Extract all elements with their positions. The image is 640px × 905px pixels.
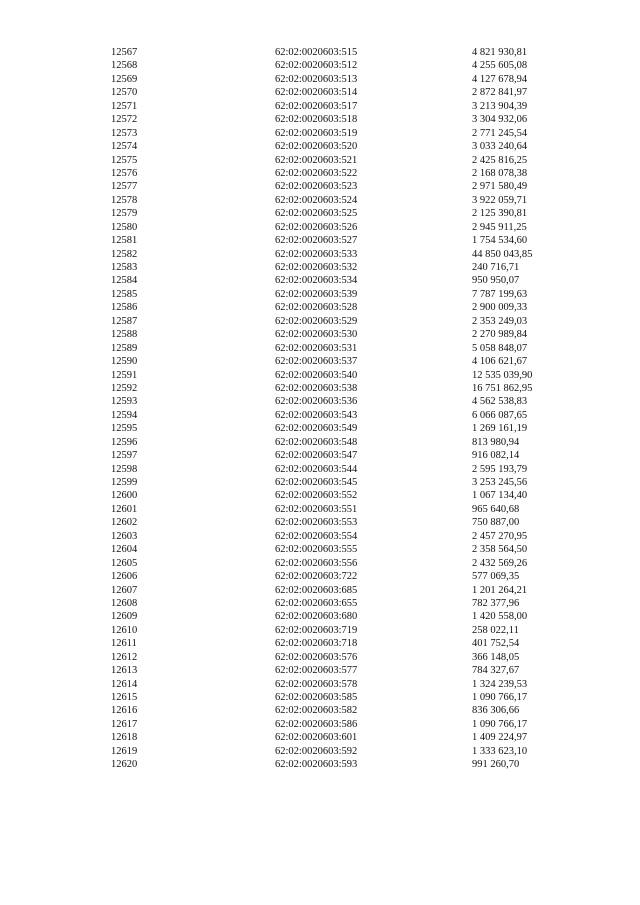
row-number: 12613 xyxy=(111,665,138,677)
table-row xyxy=(0,167,640,180)
row-number: 12581 xyxy=(111,235,138,247)
row-number: 12616 xyxy=(111,705,138,717)
cadastral-number: 62:02:0020603:592 xyxy=(275,745,358,757)
cadastral-number: 62:02:0020603:536 xyxy=(275,396,358,408)
table-row xyxy=(0,651,640,664)
cadastral-value: 2 358 564,50 xyxy=(472,544,528,556)
table-row xyxy=(0,180,640,193)
table-row xyxy=(0,59,640,72)
row-number: 12580 xyxy=(111,221,138,233)
cadastral-value: 2 771 245,54 xyxy=(472,127,528,139)
table-row xyxy=(0,342,640,355)
cadastral-number: 62:02:0020603:527 xyxy=(275,235,358,247)
cadastral-value: 3 213 904,39 xyxy=(472,100,528,112)
cadastral-number: 62:02:0020603:552 xyxy=(275,490,358,502)
row-number: 12612 xyxy=(111,651,138,663)
cadastral-number: 62:02:0020603:554 xyxy=(275,530,358,542)
cadastral-value: 1 269 161,19 xyxy=(472,423,528,435)
cadastral-number: 62:02:0020603:515 xyxy=(275,47,358,58)
cadastral-value: 2 945 911,25 xyxy=(472,221,527,233)
cadastral-value: 2 595 193,79 xyxy=(472,463,528,475)
cadastral-value: 577 069,35 xyxy=(472,571,520,583)
table-row xyxy=(0,395,640,408)
row-number: 12609 xyxy=(111,611,138,623)
row-number: 12579 xyxy=(111,208,138,220)
row-number: 12603 xyxy=(111,530,138,542)
table-row xyxy=(0,194,640,207)
cadastral-number: 62:02:0020603:582 xyxy=(275,705,358,717)
row-number: 12588 xyxy=(111,329,138,341)
cadastral-number: 62:02:0020603:547 xyxy=(275,450,358,462)
row-number: 12587 xyxy=(111,315,138,327)
cadastral-value: 2 125 390,81 xyxy=(472,208,528,220)
cadastral-number: 62:02:0020603:549 xyxy=(275,423,358,435)
table-row xyxy=(0,758,640,771)
row-number: 12607 xyxy=(111,584,138,596)
cadastral-value: 1 201 264,21 xyxy=(472,584,528,596)
table-row xyxy=(0,73,640,86)
cadastral-number: 62:02:0020603:585 xyxy=(275,692,358,703)
row-number: 12586 xyxy=(111,302,138,314)
cadastral-number: 62:02:0020603:718 xyxy=(275,638,358,650)
cadastral-value: 4 255 605,08 xyxy=(472,60,528,72)
row-number: 12589 xyxy=(111,342,138,354)
cadastral-value: 4 821 930,81 xyxy=(472,47,528,58)
row-number: 12600 xyxy=(111,490,138,502)
cadastral-value: 836 306,66 xyxy=(472,705,520,717)
cadastral-number: 62:02:0020603:680 xyxy=(275,611,358,623)
table-row xyxy=(0,409,640,422)
row-number: 12618 xyxy=(111,732,138,744)
cadastral-value: 2 971 580,49 xyxy=(472,181,528,193)
cadastral-number: 62:02:0020603:514 xyxy=(275,87,358,99)
row-number: 12572 xyxy=(111,114,138,126)
cadastral-value: 4 562 538,83 xyxy=(472,396,528,408)
row-number: 12614 xyxy=(111,678,138,690)
cadastral-number: 62:02:0020603:528 xyxy=(275,302,358,314)
cadastral-value: 12 535 039,90 xyxy=(472,369,533,381)
cadastral-number: 62:02:0020603:539 xyxy=(275,288,358,300)
cadastral-value: 4 106 621,67 xyxy=(472,356,528,368)
table-row xyxy=(0,637,640,650)
row-number: 12619 xyxy=(111,745,138,757)
cadastral-value: 2 168 078,38 xyxy=(472,167,528,179)
cadastral-number: 62:02:0020603:545 xyxy=(275,477,358,488)
cadastral-value: 2 270 989,84 xyxy=(472,329,528,341)
cadastral-value: 2 457 270,95 xyxy=(472,530,528,542)
row-number: 12599 xyxy=(111,477,138,488)
table-row xyxy=(0,691,640,704)
table-row xyxy=(0,315,640,328)
cadastral-number: 62:02:0020603:540 xyxy=(275,369,358,381)
table-row xyxy=(0,261,640,274)
cadastral-value: 16 751 862,95 xyxy=(472,382,533,394)
table-row xyxy=(0,369,640,382)
cadastral-value-table xyxy=(0,46,640,772)
cadastral-number: 62:02:0020603:513 xyxy=(275,73,358,85)
cadastral-value: 784 327,67 xyxy=(472,665,520,677)
cadastral-number: 62:02:0020603:577 xyxy=(275,665,358,677)
table-row xyxy=(0,503,640,516)
table-row xyxy=(0,731,640,744)
row-number: 12605 xyxy=(111,557,138,569)
cadastral-value: 3 253 245,56 xyxy=(472,477,528,488)
table-row xyxy=(0,46,640,59)
table-row xyxy=(0,288,640,301)
cadastral-number: 62:02:0020603:530 xyxy=(275,329,358,341)
cadastral-value: 1 420 558,00 xyxy=(472,611,528,623)
cadastral-number: 62:02:0020603:551 xyxy=(275,503,358,515)
row-number: 12595 xyxy=(111,423,138,435)
table-row xyxy=(0,207,640,220)
cadastral-number: 62:02:0020603:538 xyxy=(275,382,358,394)
cadastral-value: 2 872 841,97 xyxy=(472,87,528,99)
table-row xyxy=(0,221,640,234)
cadastral-number: 62:02:0020603:593 xyxy=(275,759,358,771)
cadastral-number: 62:02:0020603:512 xyxy=(275,60,358,72)
row-number: 12585 xyxy=(111,288,138,300)
row-number: 12608 xyxy=(111,597,138,609)
row-number: 12578 xyxy=(111,194,138,206)
row-number: 12594 xyxy=(111,409,138,421)
cadastral-number: 62:02:0020603:519 xyxy=(275,127,358,139)
cadastral-value: 1 333 623,10 xyxy=(472,745,528,757)
cadastral-number: 62:02:0020603:534 xyxy=(275,275,358,287)
cadastral-number: 62:02:0020603:522 xyxy=(275,167,358,179)
cadastral-value: 3 304 932,06 xyxy=(472,114,528,126)
cadastral-value: 2 900 009,33 xyxy=(472,302,528,314)
cadastral-value: 1 754 534,60 xyxy=(472,235,528,247)
row-number: 12620 xyxy=(111,759,138,771)
cadastral-value: 401 752,54 xyxy=(472,638,520,650)
table-row xyxy=(0,584,640,597)
table-row xyxy=(0,100,640,113)
cadastral-number: 62:02:0020603:655 xyxy=(275,597,358,609)
cadastral-value: 4 127 678,94 xyxy=(472,73,528,85)
table-row xyxy=(0,516,640,529)
cadastral-number: 62:02:0020603:556 xyxy=(275,557,358,569)
cadastral-value: 44 850 043,85 xyxy=(472,248,533,260)
table-row xyxy=(0,476,640,489)
row-number: 12567 xyxy=(111,47,138,58)
cadastral-number: 62:02:0020603:685 xyxy=(275,584,358,596)
table-row xyxy=(0,543,640,556)
cadastral-value: 1 067 134,40 xyxy=(472,490,528,502)
row-number: 12569 xyxy=(111,73,138,85)
cadastral-number: 62:02:0020603:531 xyxy=(275,342,358,354)
cadastral-number: 62:02:0020603:586 xyxy=(275,718,358,730)
row-number: 12591 xyxy=(111,369,138,381)
cadastral-number: 62:02:0020603:548 xyxy=(275,436,358,448)
row-number: 12568 xyxy=(111,60,138,72)
table-row xyxy=(0,597,640,610)
row-number: 12611 xyxy=(111,638,137,650)
table-row xyxy=(0,301,640,314)
table-row xyxy=(0,624,640,637)
table-row xyxy=(0,436,640,449)
table-row xyxy=(0,530,640,543)
table-row xyxy=(0,86,640,99)
cadastral-value: 3 922 059,71 xyxy=(472,194,528,206)
cadastral-value: 916 082,14 xyxy=(472,450,520,462)
cadastral-value: 1 090 766,17 xyxy=(472,718,528,730)
table-row xyxy=(0,355,640,368)
cadastral-number: 62:02:0020603:523 xyxy=(275,181,358,193)
cadastral-number: 62:02:0020603:576 xyxy=(275,651,358,663)
row-number: 12584 xyxy=(111,275,138,287)
cadastral-number: 62:02:0020603:578 xyxy=(275,678,358,690)
row-number: 12577 xyxy=(111,181,138,193)
row-number: 12575 xyxy=(111,154,138,166)
row-number: 12615 xyxy=(111,692,138,703)
cadastral-number: 62:02:0020603:521 xyxy=(275,154,358,166)
row-number: 12596 xyxy=(111,436,138,448)
cadastral-value: 750 887,00 xyxy=(472,517,520,529)
table-row xyxy=(0,274,640,287)
cadastral-number: 62:02:0020603:719 xyxy=(275,624,358,636)
row-number: 12582 xyxy=(111,248,138,260)
row-number: 12590 xyxy=(111,356,138,368)
cadastral-value: 3 033 240,64 xyxy=(472,141,528,153)
table-row xyxy=(0,234,640,247)
cadastral-value: 782 377,96 xyxy=(472,597,520,609)
row-number: 12601 xyxy=(111,503,138,515)
cadastral-value: 1 324 239,53 xyxy=(472,678,528,690)
cadastral-number: 62:02:0020603:518 xyxy=(275,114,358,126)
cadastral-number: 62:02:0020603:543 xyxy=(275,409,358,421)
cadastral-number: 62:02:0020603:544 xyxy=(275,463,358,475)
table-row xyxy=(0,127,640,140)
table-row xyxy=(0,382,640,395)
row-number: 12606 xyxy=(111,571,138,583)
table-row xyxy=(0,610,640,623)
row-number: 12583 xyxy=(111,262,138,273)
row-number: 12604 xyxy=(111,544,138,556)
row-number: 12574 xyxy=(111,141,138,153)
row-number: 12573 xyxy=(111,127,138,139)
row-number: 12617 xyxy=(111,718,138,730)
cadastral-number: 62:02:0020603:555 xyxy=(275,544,358,556)
table-row xyxy=(0,745,640,758)
cadastral-number: 62:02:0020603:553 xyxy=(275,517,358,529)
cadastral-value: 7 787 199,63 xyxy=(472,288,528,300)
table-row xyxy=(0,489,640,502)
table-row xyxy=(0,422,640,435)
cadastral-value: 2 425 816,25 xyxy=(472,154,528,166)
cadastral-value: 5 058 848,07 xyxy=(472,342,528,354)
cadastral-value: 2 353 249,03 xyxy=(472,315,528,327)
row-number: 12592 xyxy=(111,382,138,394)
row-number: 12598 xyxy=(111,463,138,475)
row-number: 12602 xyxy=(111,517,138,529)
cadastral-number: 62:02:0020603:517 xyxy=(275,100,358,112)
table-row xyxy=(0,463,640,476)
cadastral-number: 62:02:0020603:525 xyxy=(275,208,358,220)
row-number: 12571 xyxy=(111,100,138,112)
row-number: 12570 xyxy=(111,87,138,99)
cadastral-number: 62:02:0020603:722 xyxy=(275,571,358,583)
cadastral-value: 1 090 766,17 xyxy=(472,692,528,703)
cadastral-number: 62:02:0020603:601 xyxy=(275,732,358,744)
table-row xyxy=(0,718,640,731)
cadastral-value: 2 432 569,26 xyxy=(472,557,528,569)
table-row xyxy=(0,664,640,677)
cadastral-number: 62:02:0020603:533 xyxy=(275,248,358,260)
cadastral-value: 813 980,94 xyxy=(472,436,520,448)
cadastral-value: 965 640,68 xyxy=(472,503,520,515)
cadastral-value: 991 260,70 xyxy=(472,759,520,771)
row-number: 12610 xyxy=(111,624,138,636)
table-row xyxy=(0,248,640,261)
cadastral-value: 1 409 224,97 xyxy=(472,732,528,744)
cadastral-value: 950 950,07 xyxy=(472,275,520,287)
table-row xyxy=(0,704,640,717)
cadastral-number: 62:02:0020603:537 xyxy=(275,356,358,368)
cadastral-number: 62:02:0020603:529 xyxy=(275,315,358,327)
table-row xyxy=(0,140,640,153)
row-number: 12597 xyxy=(111,450,138,462)
cadastral-number: 62:02:0020603:526 xyxy=(275,221,358,233)
cadastral-value: 6 066 087,65 xyxy=(472,409,528,421)
cadastral-number: 62:02:0020603:524 xyxy=(275,194,358,206)
table-row xyxy=(0,328,640,341)
table-row xyxy=(0,113,640,126)
cadastral-value: 366 148,05 xyxy=(472,651,520,663)
table-row xyxy=(0,154,640,167)
row-number: 12593 xyxy=(111,396,138,408)
cadastral-value: 258 022,11 xyxy=(472,624,519,636)
table-row xyxy=(0,449,640,462)
cadastral-number: 62:02:0020603:520 xyxy=(275,141,358,153)
cadastral-number: 62:02:0020603:532 xyxy=(275,262,358,273)
table-row xyxy=(0,557,640,570)
row-number: 12576 xyxy=(111,167,138,179)
cadastral-value: 240 716,71 xyxy=(472,262,520,273)
table-row xyxy=(0,678,640,691)
table-row xyxy=(0,570,640,583)
